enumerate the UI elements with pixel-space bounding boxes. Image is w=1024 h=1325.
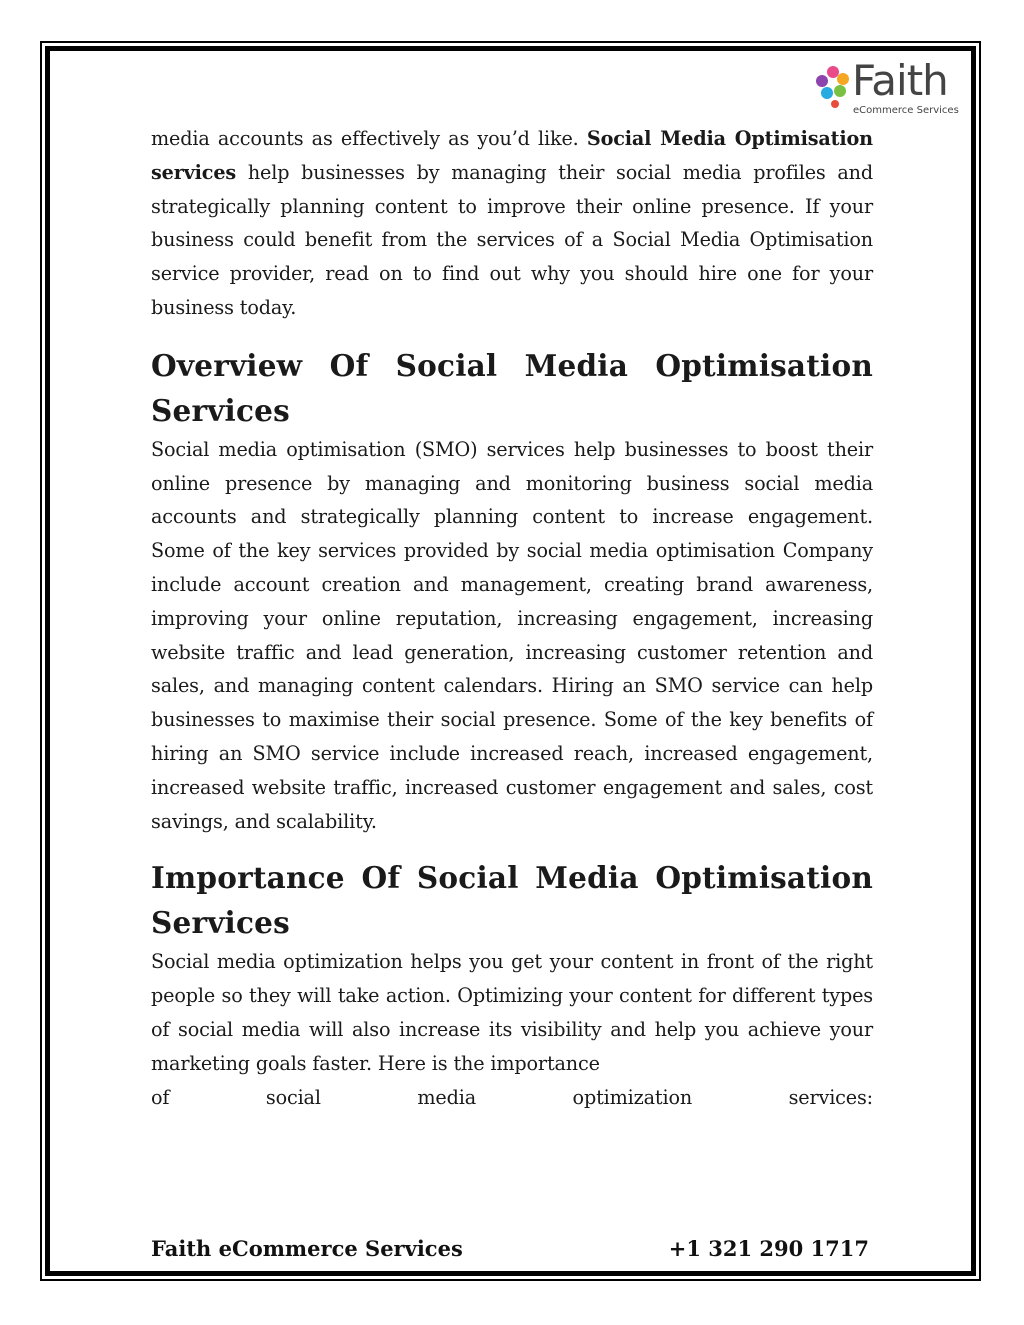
intro-paragraph — [151, 122, 873, 325]
importance-heading: Importance Of Social Media Optimisation Services — [151, 860, 873, 941]
intro-text-start: media accounts as effectively as you’d like. — [151, 127, 587, 150]
footer-phone: +1 321 290 1717 — [668, 1236, 869, 1261]
flower-icon — [815, 64, 851, 110]
logo-wordmark: Faith — [852, 56, 948, 105]
intro-text-end: help businesses by managing their social media profiles and strategically planning content to improve their online presence. If your business could benefit from the services of a Social Media Optimisation service provider, read on to find out why you should hire one for your business today. — [151, 160, 873, 319]
importance-last-line: of social media optimization services: — [151, 1085, 873, 1109]
overview-paragraph: Social media optimisation (SMO) services help businesses to boost their online presence by managing and monitoring business social media accounts and strategically planning content to increase engagement. Some of the key services provided by social media optimisation Company include account creation and management, creating brand awareness, improving your online reputation, increasing engagement, increasing website traffic and lead generation, increasing customer retention and sales, and managing content calendars. Hiring an SMO service can help businesses to maximise their social presence. Some of the key benefits of hiring an SMO service include increased reach, increased engagement, increased website traffic, increased customer engagement and sales, cost savings, and scalability. — [151, 437, 873, 833]
faith-logo — [815, 56, 965, 120]
intro-bold-phrase: Social Media Optimisation services — [151, 127, 873, 184]
document-body — [151, 122, 873, 1114]
footer-company: Faith eCommerce Services — [151, 1236, 463, 1261]
logo-tagline: eCommerce Services — [853, 105, 959, 116]
overview-heading: Overview Of Social Media Optimisation Services — [151, 347, 873, 428]
importance-paragraph: Social media optimization helps you get your content in front of the right people so they will take action. Optimizing your content for different types of social media will also increase its visibility and help you achieve your marketing goals faster. Here is the importance — [151, 950, 873, 1075]
